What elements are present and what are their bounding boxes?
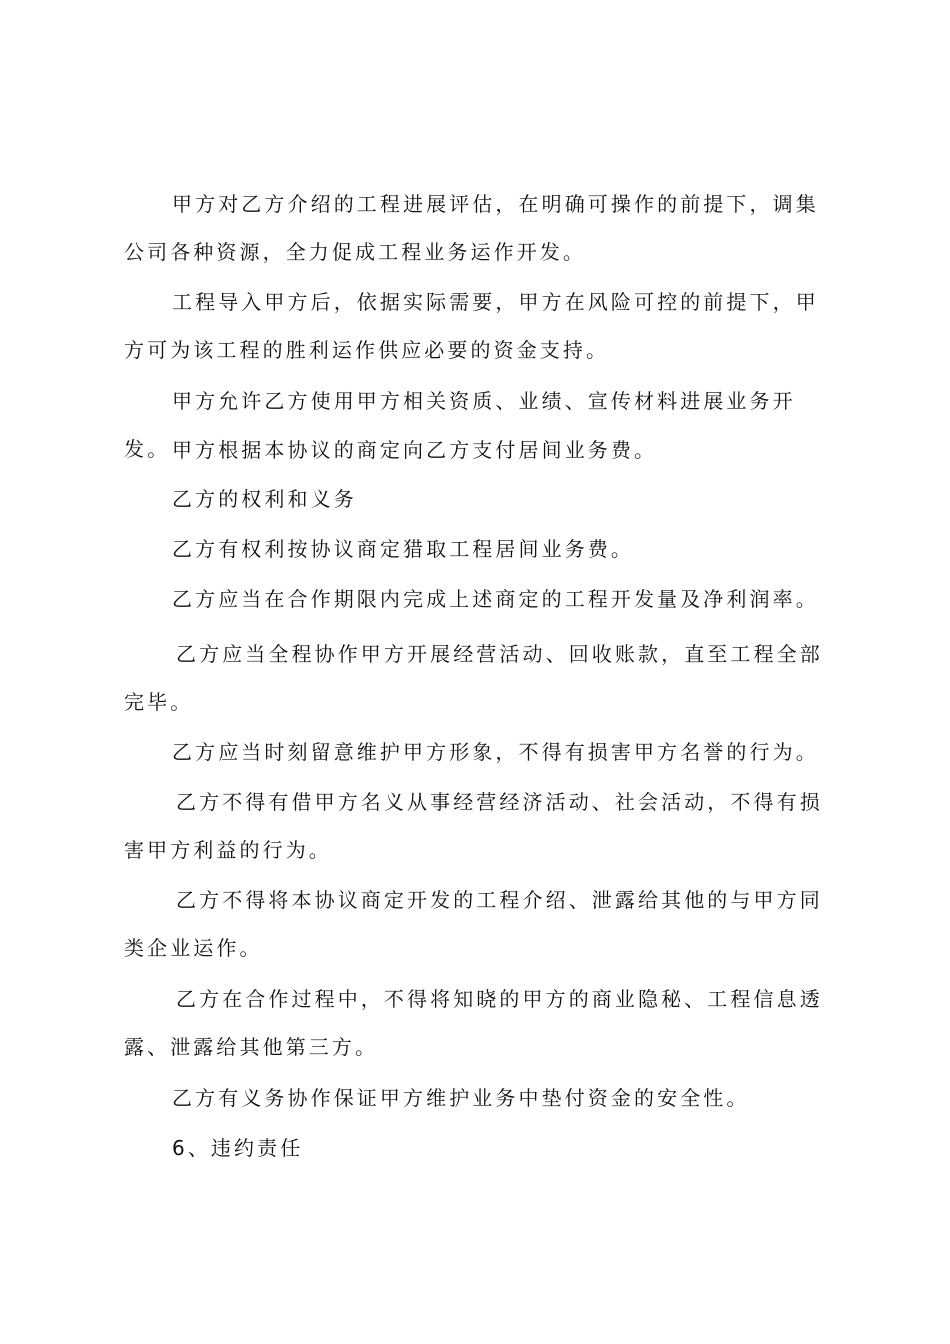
paragraph-5: 乙方有权利按协议商定猎取工程居间业务费。 bbox=[172, 537, 634, 561]
paragraph-4: 甲方根据本协议的商定向乙方支付居间业务费。 bbox=[172, 438, 658, 462]
paragraph-10: 乙方不得将本协议商定开发的工程介绍、泄露给其他的与甲方同类企业运作。 bbox=[124, 888, 823, 960]
paragraph-7: 乙方应当全程协作甲方开展经营活动、回收账款，直至工程全部完毕。 bbox=[124, 642, 823, 714]
paragraph-1: 甲方对乙方介绍的工程进展评估，在明确可操作的前提下，调集公司各种资源，全力促成工程业务运作开发。 bbox=[124, 192, 819, 264]
section-heading-liability: 6、违约责任 bbox=[172, 1136, 304, 1160]
paragraph-9: 乙方不得有借甲方名义从事经营经济活动、社会活动，不得有损害甲方利益的行为。 bbox=[124, 790, 823, 862]
paragraph-11: 乙方在合作过程中，不得将知晓的甲方的商业隐秘、工程信息透露、泄露给其他第三方。 bbox=[124, 987, 823, 1059]
paragraph-8: 乙方应当时刻留意维护甲方形象，不得有损害甲方名誉的行为。 bbox=[172, 740, 819, 764]
paragraph-2: 工程导入甲方后，依据实际需要，甲方在风险可控的前提下，甲方可为该工程的胜利运作供应必要的资金支持。 bbox=[124, 290, 819, 362]
paragraph-3: 甲方允许乙方使用甲方相关资质、业绩、宣传材料进展业务开发。 bbox=[124, 389, 796, 461]
section-heading-obligations: 乙方的权利和义务 bbox=[172, 487, 357, 511]
paragraph-12: 乙方有义务协作保证甲方维护业务中垫付资金的安全性。 bbox=[172, 1086, 750, 1110]
paragraph-6: 乙方应当在合作期限内完成上述商定的工程开发量及净利润率。 bbox=[172, 587, 819, 611]
